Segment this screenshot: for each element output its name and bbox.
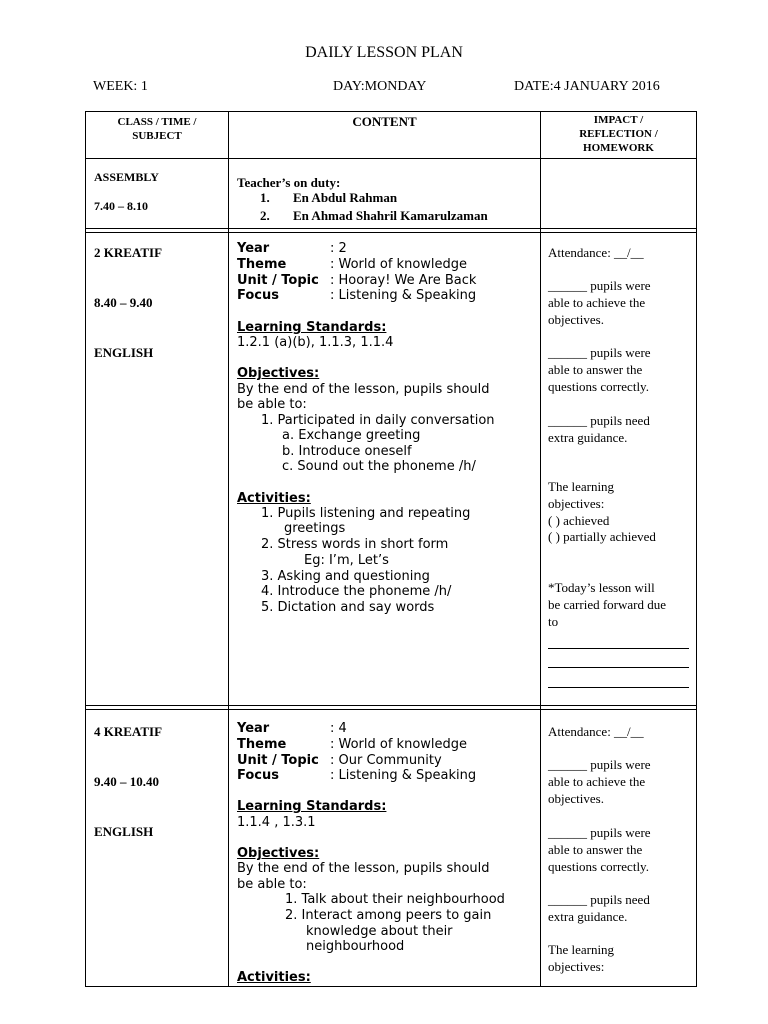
lesson2-unit-value: : Our Community	[330, 753, 442, 768]
lesson1-carry-forward: *Today’s lesson will	[548, 580, 655, 595]
column-header-content: CONTENT	[352, 114, 417, 129]
column-header-impact: IMPACT / REFLECTION / HOMEWORK	[579, 114, 658, 154]
lesson2-activities-heading: Activities:	[237, 970, 311, 985]
lesson1-activity: 1. Pupils listening and repeating	[261, 506, 471, 521]
reason-line[interactable]	[548, 667, 689, 668]
lesson1-partially-achieved-checkbox[interactable]: ( ) partially achieved	[548, 529, 656, 544]
lesson1-activity: 5. Dictation and say words	[261, 600, 435, 615]
lesson2-objective: 2. Interact among peers to gain	[285, 908, 492, 923]
lesson2-theme-label: Theme	[237, 737, 287, 752]
assembly-label: ASSEMBLY	[94, 170, 159, 184]
lesson1-activity: 2. Stress words in short form	[261, 537, 449, 552]
lesson1-year-value: : 2	[330, 241, 347, 256]
lesson1-activity: 4. Introduce the phoneme /h/	[261, 584, 452, 599]
lesson2-year-value: : 4	[330, 721, 347, 736]
duty-teacher-1: En Abdul Rahman	[293, 190, 398, 205]
reason-line[interactable]	[548, 648, 689, 649]
lesson1-objectives-intro: By the end of the lesson, pupils should	[237, 382, 490, 397]
duty-label: Teacher’s on duty:	[237, 175, 341, 190]
lesson1-ls-heading: Learning Standards:	[237, 320, 387, 335]
lesson2-year-label: Year	[237, 721, 270, 736]
lesson1-theme-value: : World of knowledge	[330, 257, 468, 272]
lesson1-attendance: Attendance: __/__	[548, 245, 644, 260]
reason-line[interactable]	[548, 687, 689, 688]
lesson2-objectives-intro-2: be able to:	[237, 877, 307, 892]
lesson1-impact-guidance-2: extra guidance.	[548, 430, 628, 445]
lesson2-class: 4 KREATIF	[94, 724, 163, 739]
lesson1-activity: 3. Asking and questioning	[261, 569, 430, 584]
lesson2-ls-heading: Learning Standards:	[237, 799, 387, 814]
lesson1-objective: 1. Participated in daily conversation	[261, 413, 495, 428]
lesson1-impact-achieve: ______ pupils were	[548, 278, 651, 293]
lesson2-learning-objectives-2: objectives:	[548, 959, 605, 974]
lesson1-sub-objective: c. Sound out the phoneme /h/	[282, 459, 476, 474]
lesson2-impact-achieve-3: objectives.	[548, 791, 604, 806]
lesson1-objectives-heading: Objectives:	[237, 366, 320, 381]
lesson1-year-label: Year	[237, 241, 270, 256]
lesson2-attendance: Attendance: __/__	[548, 724, 644, 739]
lesson1-unit-label: Unit / Topic	[237, 273, 319, 288]
lesson1-carry-forward-3: to	[548, 614, 559, 629]
day-label: DAY:MONDAY	[333, 79, 427, 94]
lesson1-achieved-checkbox[interactable]: ( ) achieved	[548, 513, 610, 528]
lesson1-objectives-intro-2: be able to:	[237, 397, 307, 412]
week-label: WEEK: 1	[93, 79, 148, 94]
lesson2-objective: 1. Talk about their neighbourhood	[285, 892, 505, 907]
lesson2-impact-achieve-2: able to achieve the	[548, 774, 646, 789]
assembly-time: 7.40 – 8.10	[94, 199, 148, 213]
lesson2-objectives-intro: By the end of the lesson, pupils should	[237, 861, 490, 876]
lesson2-theme-value: : World of knowledge	[330, 737, 468, 752]
lesson1-focus-value: : Listening & Speaking	[330, 288, 477, 303]
lesson2-impact-answer-2: able to answer the	[548, 842, 643, 857]
lesson1-activity-cont: greetings	[284, 521, 346, 536]
lesson1-sub-objective: a. Exchange greeting	[282, 428, 421, 443]
duty-number-1: 1.	[260, 190, 270, 205]
lesson1-unit-value: : Hooray! We Are Back	[330, 273, 477, 288]
lesson2-objective-cont: knowledge about their	[306, 924, 453, 939]
lesson2-focus-value: : Listening & Speaking	[330, 768, 477, 783]
lesson2-impact-answer: ______ pupils were	[548, 825, 651, 840]
lesson2-objective-cont-2: neighbourhood	[306, 939, 405, 954]
lesson1-subject: ENGLISH	[94, 345, 154, 360]
lesson2-impact-achieve: ______ pupils were	[548, 757, 651, 772]
lesson1-learning-objectives-2: objectives:	[548, 496, 605, 511]
lesson1-learning-objectives: The learning	[548, 479, 615, 494]
lesson2-subject: ENGLISH	[94, 824, 154, 839]
duty-teacher-2: En Ahmad Shahril Kamarulzaman	[293, 208, 488, 223]
lesson1-ls-value: 1.2.1 (a)(b), 1.1.3, 1.1.4	[237, 335, 394, 350]
lesson2-ls-value: 1.1.4 , 1.3.1	[237, 815, 316, 830]
lesson2-unit-label: Unit / Topic	[237, 753, 319, 768]
lesson1-carry-forward-2: be carried forward due	[548, 597, 667, 612]
date-label: DATE:4 JANUARY 2016	[514, 79, 660, 94]
lesson2-learning-objectives: The learning	[548, 942, 615, 957]
lesson1-focus-label: Focus	[237, 288, 279, 303]
lesson2-impact-guidance: ______ pupils need	[548, 892, 650, 907]
lesson1-class: 2 KREATIF	[94, 245, 163, 260]
lesson2-focus-label: Focus	[237, 768, 279, 783]
lesson1-impact-answer-2: able to answer the	[548, 362, 643, 377]
column-header-class: CLASS / TIME / SUBJECT	[117, 116, 197, 142]
lesson2-impact-guidance-2: extra guidance.	[548, 909, 628, 924]
page-title: DAILY LESSON PLAN	[305, 44, 463, 61]
lesson2-objectives-heading: Objectives:	[237, 846, 320, 861]
lesson1-activities-heading: Activities:	[237, 491, 311, 506]
duty-number-2: 2.	[260, 208, 270, 223]
lesson1-time: 8.40 – 9.40	[94, 295, 153, 310]
lesson1-sub-objective: b. Introduce oneself	[282, 444, 412, 459]
lesson1-impact-answer: ______ pupils were	[548, 345, 651, 360]
lesson1-activity-example: Eg: I’m, Let’s	[304, 553, 389, 568]
lesson2-time: 9.40 – 10.40	[94, 774, 159, 789]
lesson2-impact-answer-3: questions correctly.	[548, 859, 649, 874]
lesson1-impact-achieve-2: able to achieve the	[548, 295, 646, 310]
lesson1-impact-answer-3: questions correctly.	[548, 379, 649, 394]
lesson1-theme-label: Theme	[237, 257, 287, 272]
lesson1-impact-achieve-3: objectives.	[548, 312, 604, 327]
lesson1-impact-guidance: ______ pupils need	[548, 413, 650, 428]
